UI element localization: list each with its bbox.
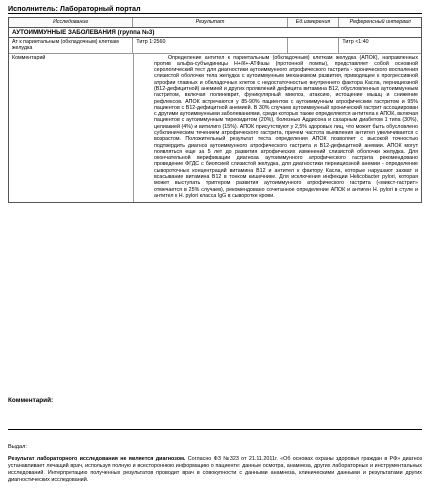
- test-result: Титр 1:2560: [133, 38, 287, 53]
- test-reference: Титр <1:40: [342, 39, 369, 45]
- column-header-test: Исследование: [9, 18, 133, 27]
- column-header-unit: Ед.измерения: [288, 18, 340, 27]
- table-header: [9, 18, 421, 28]
- executor-label: Исполнитель: Лабораторный портал: [8, 4, 141, 13]
- footer-divider: [8, 429, 422, 430]
- comment-text: Определение антител к париетальным (обкладочным) клеткам желудка (АПОК), направленных против альфа-субъединицы Н+/К+-АТФазы (протонной помпы), представляет собой основной серологический тест для диагностики аутоиммунного атрофического гастрита - хронического воспаления слизистой оболочки тела желудка с аутоиммунным механизмом развития, приводящее к прогрессивной атрофии главных и обкладочных клеток с недостаточностью внутреннего фактора Касла, пернициозной (В12-дефицитной) анемией и других проявлений дефицита витамина В12, обусловленных аутоиммунным гастритом, включая полиневрит, фуникулярный миелоз, атаксию, истощение мышц и снижение рефлексов. АПОК встречаются у 85-90% пациентов с аутоиммунным атрофическим гастритом и 95% пациентов с В12-дефицитной анемией. В 30% случаев аутоиммунный хронический гастрит ассоциирован с другими аутоиммунными заболеваниями, среди которых также определяются антитела к АПОК, включая пациентов с аутоиммунным тиреоидитом (20%), болезнью Аддисона и сахарным диабетом 1 типа (30%), целиакией (4%) и витилиго (15%). АПОК присутствуют у 2,5% здоровых лиц, что может быть обусловлено субклиническим течением атрофического гастрита, причем частота выявления антител увеличивается с возрастом. Положительный результат теста определения АПОК позволяет с высокой точностью подтвердить диагноз аутоиммунного атрофического гастрита и В12-дефицитной анемии. АПОК могут появляться еще за 5 лет до развития атрофических изменений слизистой оболочки желудка. Для окончательной верификации диагноза аутоиммунного атрофического гастрита рекомендовано проведение ФГДС с биопсией слизистой желудка, для диагностики пернициозной анемии - определение сывороточных концентраций витамина В12 и антител к фактору Касла, которые нарушают захват и всасывание витамина В12 в тонком кишечнике. Для исключения инфекции Helicobacter pylori, которая может выступать триггером развития аутоиммунного атрофического гастрита («микст-гастрит» отмечается в 25% случаев), рекомендовано сочетанное определение АПОК и антиген H. pylori в стуле и антител к H. pylori класса IgG в сыворотке крови.: [154, 54, 418, 199]
- header-divider: [8, 13, 422, 14]
- column-header-result: Результат: [133, 18, 287, 27]
- comment-row: [9, 54, 421, 202]
- test-name: Ат к париетальным (обкладочным) клеткам желудка: [9, 38, 133, 53]
- table-row: [9, 38, 421, 54]
- issued-label: Выдал:: [8, 444, 27, 450]
- test-unit: [288, 38, 340, 53]
- section-title: АУТОИММУННЫЕ ЗАБОЛЕВАНИЯ (группа №3): [9, 28, 421, 38]
- disclaimer: [8, 456, 422, 484]
- disclaimer-bold: Результат лабораторного исследования не является диагнозом.: [8, 456, 186, 462]
- comment-label: Комментарий: [9, 54, 134, 202]
- disclaimer-text: Согласно ФЗ №323 от 21.11.2011г. «Об основах охраны здоровья граждан в РФ» диагноз устанавливает лечащий врач, используя полную и всестороннюю информацию о пациенте: данные осмотра, анамнеза, других лабораторных и инструментальных исследований. Интерпретацию полученных результатов проводит врач в совокупности с данными анамнеза, клиническими данными и результатами других диагностических исследований.: [8, 456, 423, 483]
- comments-heading: Комментарий:: [8, 397, 54, 404]
- column-header-reference: Референсный интервал: [349, 19, 411, 25]
- results-table: [8, 17, 422, 203]
